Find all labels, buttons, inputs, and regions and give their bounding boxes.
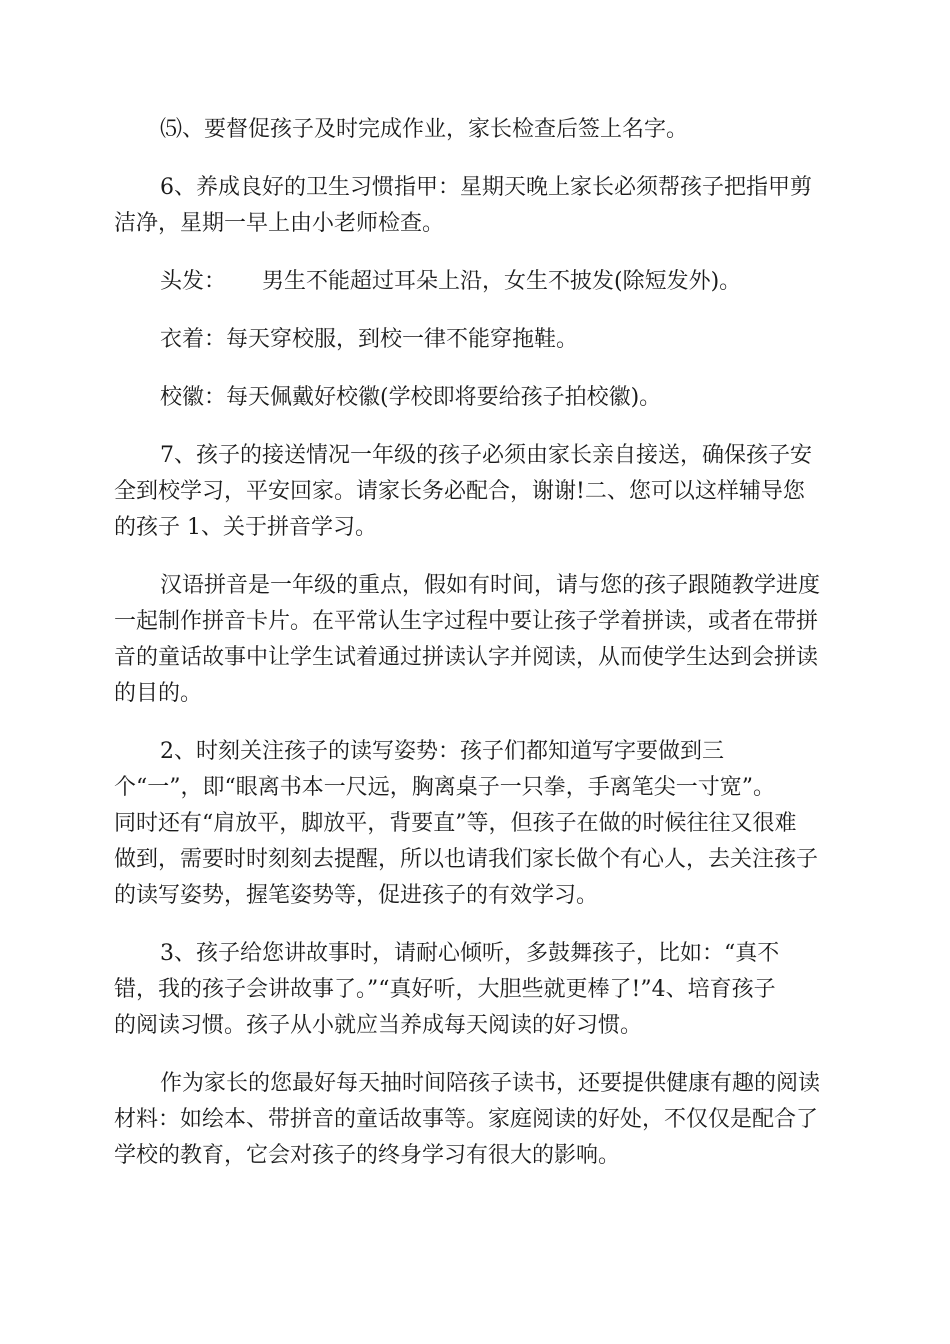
text-line: 汉语拼音是一年级的重点，假如有时间，请与您的孩子跟随教学进度: [160, 573, 821, 598]
document-body: [114, 112, 838, 1196]
paragraph: [114, 322, 838, 358]
text-line: 学校的教育，它会对孩子的终身学习有很大的影响。: [114, 1143, 621, 1168]
text-line: 3、孩子给您讲故事时，请耐心倾听，多鼓舞孩子，比如：“真不: [160, 941, 780, 966]
text-line: 的读写姿势，握笔姿势等，促进孩子的有效学习。: [114, 883, 599, 908]
text-line: 2、时刻关注孩子的读写姿势：孩子们都知道写字要做到三: [160, 739, 724, 764]
text-line: 音的童话故事中让学生试着通过拼读认字并阅读，从而使学生达到会拼读: [114, 645, 819, 670]
paragraph: [114, 112, 838, 148]
hair-rule-text: 男生不能超过耳朵上沿，女生不披发(除短发外)。: [262, 269, 742, 294]
text-line: 一起制作拼音卡片。在平常认生字过程中要让孩子学着拼读，或者在带拼: [114, 609, 819, 634]
paragraph: [114, 936, 838, 1044]
paragraph: [114, 568, 838, 712]
text-line: 材料：如绘本、带拼音的童话故事等。家庭阅读的好处，不仅仅是配合了: [114, 1107, 819, 1132]
text-line: 的孩子 1、关于拼音学习。: [114, 515, 377, 540]
paragraph: [114, 734, 838, 914]
paragraph: [114, 380, 838, 416]
paragraph: [114, 438, 838, 546]
text-line: [114, 264, 838, 300]
text-line: 衣着：每天穿校服，到校一律不能穿拖鞋。: [160, 327, 579, 352]
text-line: 做到，需要时时刻刻去提醒，所以也请我们家长做个有心人，去关注孩子: [114, 847, 819, 872]
text-line: 的阅读习惯。孩子从小就应当养成每天阅读的好习惯。: [114, 1013, 643, 1038]
text-line: 洁净，星期一早上由小老师检查。: [114, 211, 445, 236]
text-line: 校徽：每天佩戴好校徽(学校即将要给孩子拍校徽)。: [160, 385, 662, 410]
hair-label: 头发：: [160, 269, 227, 294]
text-line: 个“一”，即“眼离书本一尺远，胸离桌子一只拳，手离笔尖一寸宽”。: [114, 775, 775, 800]
text-line: 错，我的孩子会讲故事了。”“真好听，大胆些就更棒了!”4、培育孩子: [114, 977, 776, 1002]
paragraph: [114, 264, 838, 300]
paragraph: [114, 1066, 838, 1174]
text-line: 作为家长的您最好每天抽时间陪孩子读书，还要提供健康有趣的阅读: [160, 1071, 821, 1096]
text-line: 同时还有“肩放平，脚放平，背要直”等，但孩子在做的时候往往又很难: [114, 811, 797, 836]
text-line: 7、孩子的接送情况一年级的孩子必须由家长亲自接送，确保孩子安: [160, 443, 812, 468]
text-line: 的目的。: [114, 681, 203, 706]
text-line: ⑸、要督促孩子及时完成作业，家长检查后签上名字。: [160, 117, 689, 142]
text-line: 全到校学习，平安回家。请家长务必配合，谢谢!二、您可以这样辅导您: [114, 479, 805, 504]
paragraph: [114, 170, 838, 242]
text-line: 6、养成良好的卫生习惯指甲：星期天晚上家长必须帮孩子把指甲剪: [160, 175, 812, 200]
